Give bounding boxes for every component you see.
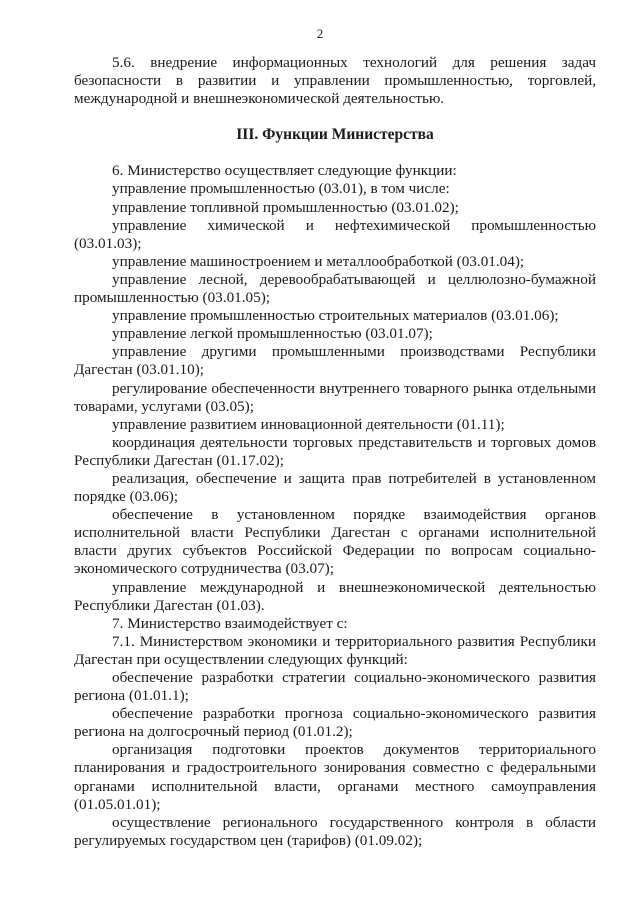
paragraph: реализация, обеспечение и защита прав потребителей в установленном порядке (03.06);	[74, 469, 596, 506]
document-body	[74, 54, 596, 850]
paragraph: обеспечение разработки стратегии социально-экономического развития региона (01.01.1);	[74, 669, 596, 705]
paragraph: координация деятельности торговых представительств и торговых домов Республики Дагестан (01.17.02);	[74, 433, 596, 469]
paragraph: управление международной и внешнеэкономической деятельностью Республики Дагестан (01.03).	[74, 578, 596, 614]
paragraph: управление топливной промышленностью (03.01.02);	[112, 198, 459, 216]
paragraph: управление лесной, деревообрабатывающей и целлюлозно-бумажной промышленностью (03.01.05);	[74, 270, 596, 307]
paragraph-5-6: 5.6. внедрение информационных технологий для решения задач безопасности в развитии и управлении промышленностью, торговлей, международной и внешнеэкономической деятельностью.	[74, 54, 596, 108]
paragraph: 6. Министерство осуществляет следующие функции:	[112, 162, 457, 180]
paragraph: обеспечение в установленном порядке взаимодействия органов исполнительной власти Республики Дагестан с органами исполнительной власти других субъектов Российской Федерации по вопросам социально-экономического сотрудничества (03.07);	[74, 506, 596, 578]
paragraph: осуществление регионального государственного контроля в области регулируемых государством цен (тарифов) (01.09.02);	[74, 813, 596, 849]
paragraph: управление химической и нефтехимической промышленностью (03.01.03);	[74, 216, 596, 252]
page-number: 2	[316, 26, 324, 41]
paragraph: организация подготовки проектов документов территориального планирования и градостроительного зонирования совместно с федеральными органами исполнительной власти, органами местного самоуправления (01.05.01.01);	[74, 741, 596, 813]
section-heading: III. Функции Министерства	[236, 126, 434, 144]
paragraph: управление машиностроением и металлообработкой (03.01.04);	[112, 252, 525, 270]
paragraph: обеспечение разработки прогноза социально-экономического развития региона на долгосрочный период (01.01.2);	[74, 705, 596, 741]
paragraph: управление промышленностью (03.01), в том числе:	[112, 180, 450, 198]
paragraph: управление развитием инновационной деятельности (01.11);	[112, 415, 505, 433]
paragraph: управление легкой промышленностью (03.01.07);	[112, 325, 433, 343]
functions-list	[74, 162, 596, 850]
paragraph: управление промышленностью строительных материалов (03.01.06);	[112, 307, 559, 325]
paragraph: управление другими промышленными производствами Республики Дагестан (03.01.10);	[74, 343, 596, 379]
paragraph: регулирование обеспеченности внутреннего товарного рынка отдельными товарами, услугами (03.05);	[74, 379, 596, 415]
paragraph: 7.1. Министерством экономики и территориального развития Республики Дагестан при осуществлении следующих функций:	[74, 632, 596, 668]
paragraph: 7. Министерство взаимодействует с:	[112, 614, 348, 632]
